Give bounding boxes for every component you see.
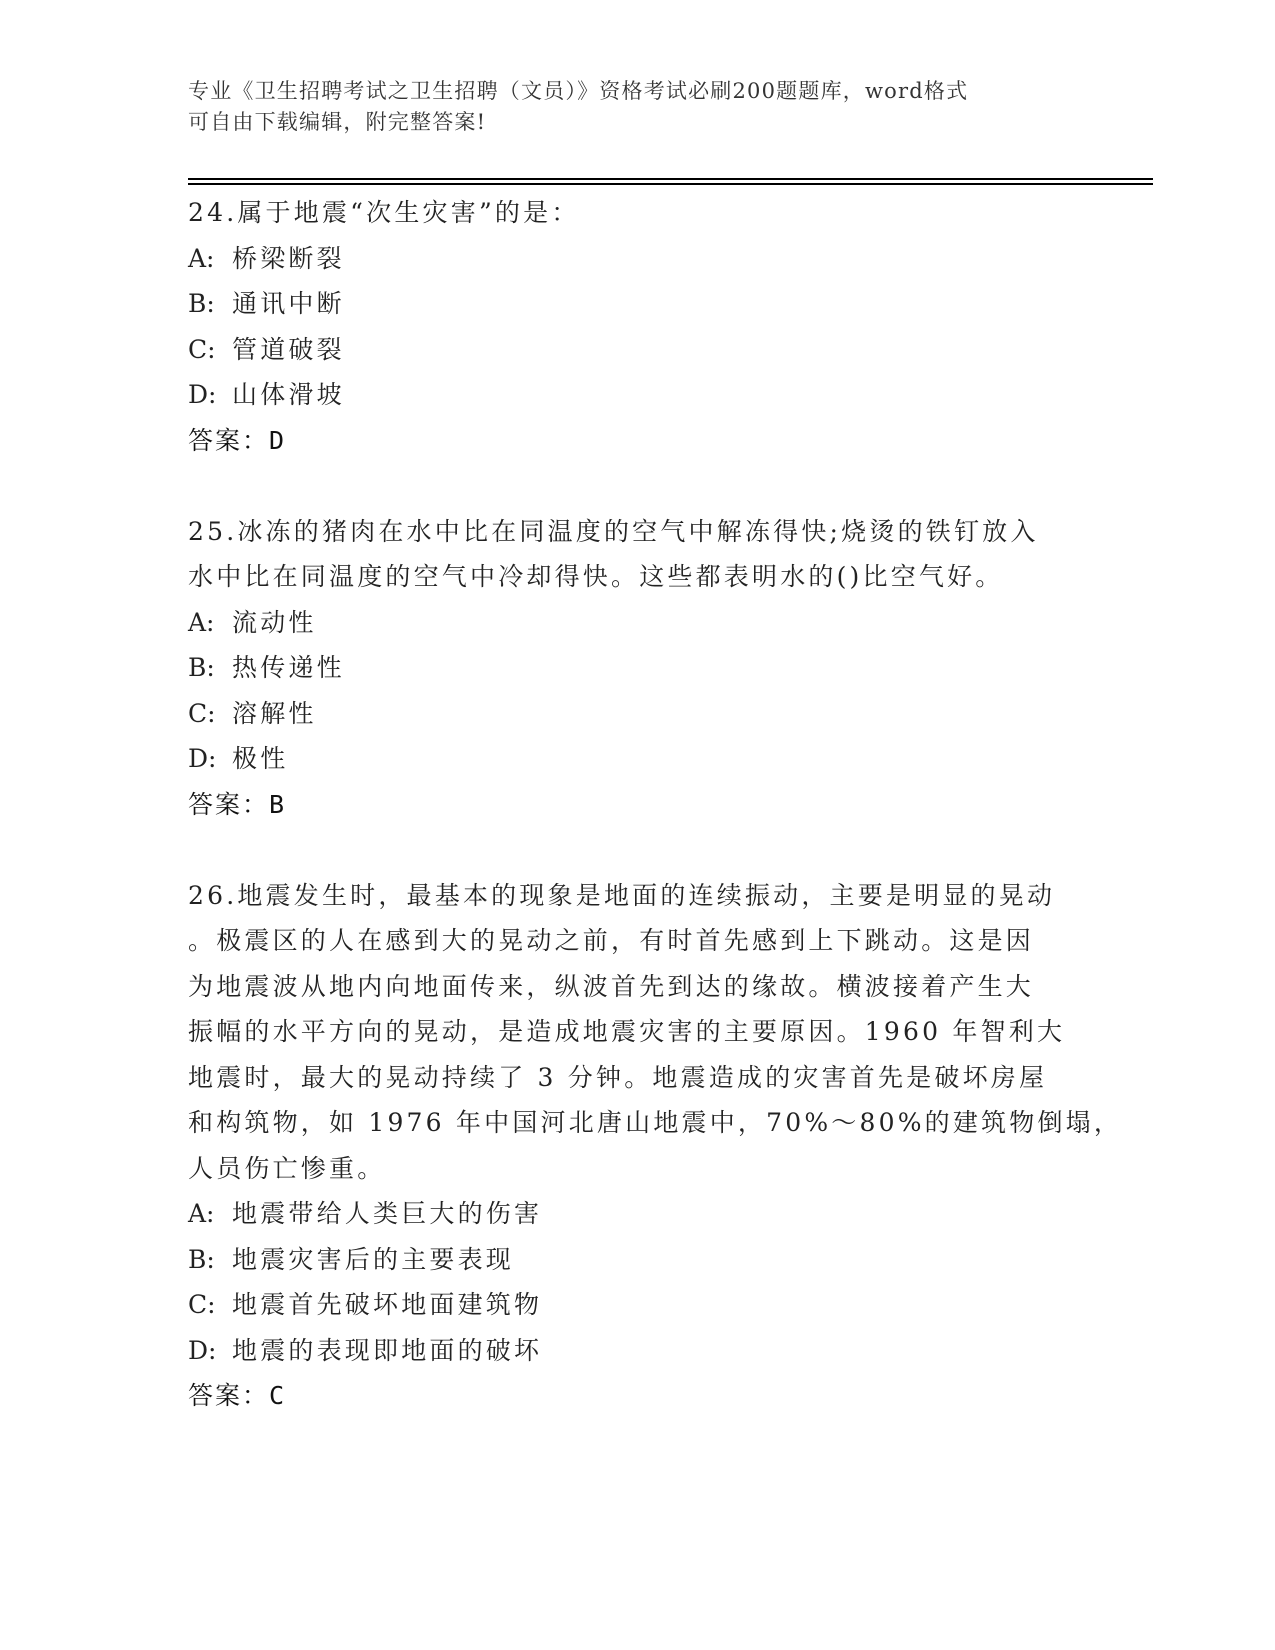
option-text: 极性	[232, 744, 289, 773]
answer-label: 答案：	[188, 789, 270, 819]
question-text: 振幅的水平方向的晃动，是造成地震灾害的主要原因。1960 年智利大	[188, 1017, 1066, 1046]
option-b	[188, 645, 1088, 691]
option-text: 山体滑坡	[232, 380, 345, 409]
header-line-2: 可自由下载编辑，附完整答案!	[188, 110, 487, 134]
answer-label: 答案：	[188, 1381, 270, 1410]
option-text: 地震首先破坏地面建筑物	[232, 1290, 543, 1319]
option-letter: D:	[188, 744, 217, 773]
question-text: 26.地震发生时，最基本的现象是地面的连续振动，主要是明显的晃动	[188, 880, 1056, 910]
option-b	[188, 281, 1088, 327]
option-letter: C:	[188, 1290, 216, 1319]
question-list	[188, 190, 1123, 1419]
document-header	[188, 76, 1088, 138]
option-letter: D:	[188, 380, 217, 409]
question-block	[188, 509, 1088, 828]
option-text: 溶解性	[232, 698, 317, 728]
option-a	[188, 1191, 1088, 1237]
answer-value: B	[269, 789, 287, 819]
answer-line	[188, 1373, 1088, 1419]
header-line-1: 专业《卫生招聘考试之卫生招聘（文员）》资格考试必刷200题题库，word格式	[188, 79, 969, 103]
option-text: 地震带给人类巨大的伤害	[232, 1199, 543, 1228]
option-letter: B:	[188, 653, 215, 682]
question-spacer	[188, 827, 1088, 873]
option-a	[188, 236, 1088, 282]
option-c	[188, 691, 1088, 737]
question-text: 24.属于地震“次生灾害”的是：	[188, 198, 580, 227]
question-text: 水中比在同温度的空气中冷却得快。这些都表明水的()比空气好。	[188, 562, 1004, 591]
option-letter: A:	[188, 1199, 215, 1228]
option-text: 桥梁断裂	[232, 243, 345, 273]
answer-label: 答案：	[188, 425, 270, 455]
option-text: 流动性	[232, 607, 317, 637]
header-divider-top	[188, 178, 1153, 180]
header-divider-bottom	[188, 183, 1153, 185]
question-text: 为地震波从地内向地面传来，纵波首先到达的缘故。横波接着产生大	[188, 971, 1035, 1001]
question-text: 和构筑物，如 1976 年中国河北唐山地震中，70%～80%的建筑物倒塌，	[188, 1108, 1123, 1137]
option-c	[188, 1282, 1088, 1328]
option-text: 通讯中断	[232, 289, 345, 318]
question-text: 人员伤亡惨重。	[188, 1153, 386, 1183]
answer-line	[188, 418, 1088, 464]
question-block	[188, 190, 1088, 463]
answer-value: D	[269, 425, 287, 455]
answer-value: C	[269, 1381, 287, 1410]
question-text: 。极震区的人在感到大的晃动之前，有时首先感到上下跳动。这是因	[188, 926, 1035, 955]
option-c	[188, 327, 1088, 373]
option-text: 地震灾害后的主要表现	[232, 1244, 515, 1274]
option-letter: A:	[188, 243, 215, 273]
option-letter: B:	[188, 289, 215, 318]
question-text: 地震时，最大的晃动持续了 3 分钟。地震造成的灾害首先是破坏房屋	[188, 1062, 1048, 1092]
option-letter: C:	[188, 698, 216, 728]
option-d	[188, 372, 1088, 418]
option-d	[188, 1328, 1088, 1374]
option-letter: A:	[188, 607, 215, 637]
option-a	[188, 600, 1088, 646]
option-letter: D:	[188, 1335, 217, 1365]
option-letter: C:	[188, 334, 216, 364]
answer-line	[188, 782, 1088, 828]
question-block	[188, 873, 1123, 1419]
option-d	[188, 736, 1088, 782]
option-letter: B:	[188, 1244, 215, 1274]
question-text: 25.冰冻的猪肉在水中比在同温度的空气中解冻得快;烧烫的铁钉放入	[188, 516, 1039, 546]
option-b	[188, 1237, 1088, 1283]
option-text: 地震的表现即地面的破坏	[232, 1335, 543, 1365]
question-spacer	[188, 463, 1088, 509]
option-text: 管道破裂	[232, 334, 345, 364]
option-text: 热传递性	[232, 653, 345, 682]
